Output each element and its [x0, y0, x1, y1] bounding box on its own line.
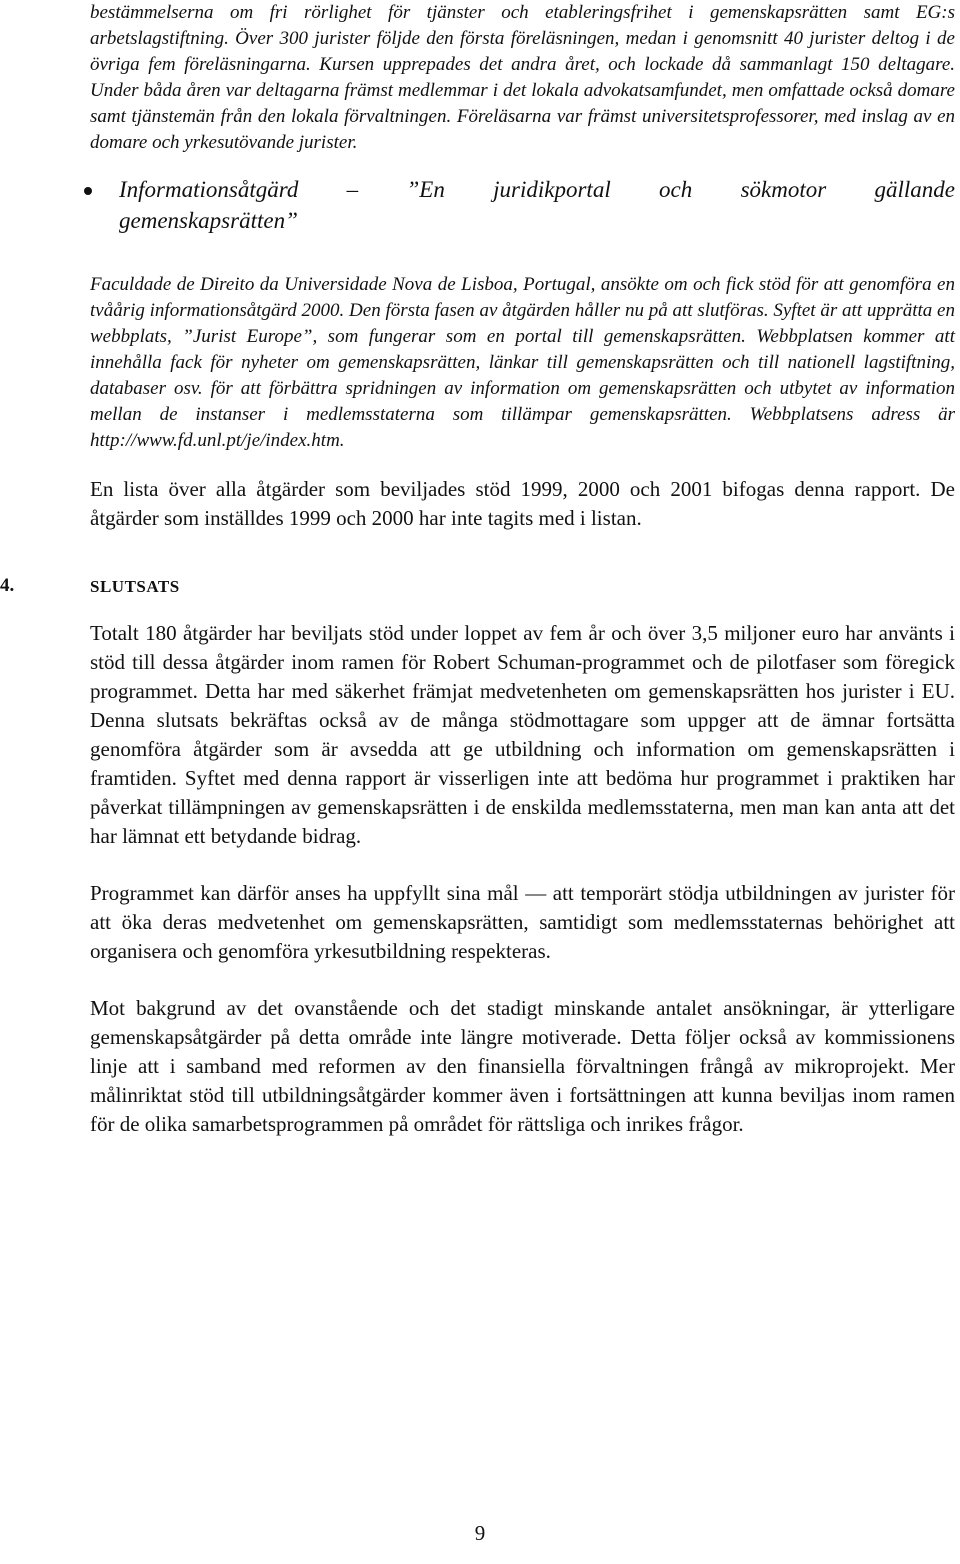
section-title: SLUTSATS — [90, 577, 180, 596]
section-heading — [0, 575, 955, 605]
bullet-heading-line1: Informationsåtgärd – ”En juridikportal och sökmotor gällande — [119, 177, 955, 202]
bullet-item — [90, 174, 955, 236]
info-paragraph: Faculdade de Direito da Universidade Nova de Lisboa, Portugal, ansökte om och fick stöd för att genomföra en tvåårig informationsåtgärd 2000. Den första fasen av åtgärden håller nu på att slutföras. Syftet är att upprätta en webbplats, ”Jurist Europe”, som fungerar som en portal till gemenskapsrätten. Webbplatsen kommer att innehålla fack för nyheter om gemenskapsrätten, länkar till gemenskapsrätten och till nationell lagstiftning, databaser osv. för att förbättra spridningen av information om gemenskapsrätten och utbytet av information mellan de instanser i medlemsstaterna som tillämpar gemenskapsrätten. Webbplatsens adress är http://www.fd.unl.pt/je/index.htm. — [90, 274, 955, 451]
bullet-heading-line2: gemenskapsrätten” — [119, 208, 298, 233]
conclusion-paragraph-1: Totalt 180 åtgärder har beviljats stöd under loppet av fem år och över 3,5 miljoner euro har använts i stöd till dessa åtgärder inom ramen för Robert Schuman-programmet och de pilotfaser som föregick programmet. Detta har med säkerhet främjat medvetenheten om gemenskapsrätten hos jurister i EU. Denna slutsats bekräftas också av de många stödmottagare som uppger att de ämnar fortsätta genomföra åtgärder som är avsedda att ge utbildning och information om gemenskapsrätten i framtiden. Syftet med denna rapport är visserligen inte att bedöma hur programmet i praktiken har påverkat tillämpningen av gemenskapsrätten i de enskilda medlemsstaterna, men man kan anta att det har lämnat ett betydande bidrag. — [90, 621, 955, 848]
page-number: 9 — [474, 1521, 486, 1545]
conclusion-paragraph-2: Programmet kan därför anses ha uppfyllt sina mål — att temporärt stödja utbildningen av jurister för att öka deras medvetenhet om gemenskapsrätten, samtidigt som medlemsstaternas behörighet att organisera och genomföra yrkesutbildning respekteras. — [90, 881, 955, 963]
list-paragraph: En lista över alla åtgärder som beviljades stöd 1999, 2000 och 2001 bifogas denna rapport. De åtgärder som inställdes 1999 och 2000 har inte tagits med i listan. — [90, 477, 955, 530]
intro-paragraph: bestämmelserna om fri rörlighet för tjänster och etableringsfrihet i gemenskapsrätten samt EG:s arbetslagstiftning. Över 300 jurister följde den första föreläsningen, medan i genomsnitt 40 jurister deltog i de övriga fem föreläsningarna. Kursen upprepades det andra året, och lockade då sammanlagt 150 deltagare. Under båda åren var deltagarna främst medlemmar i det lokala advokatsamfundet, men omfattade också domare samt tjänstemän från den lokala förvaltningen. Föreläsarna var främst universitetsprofessorer, med inslag av en domare och yrkesutövande jurister. — [90, 2, 955, 153]
conclusion-paragraph-3: Mot bakgrund av det ovanstående och det stadigt minskande antalet ansökningar, är ytterligare gemenskapsåtgärder på detta område inte längre motiverade. Detta följer också av kommissionens linje att i samband med reformen av den finansiella förvaltningen frångå av mikroprojekt. Mer målinriktat stöd till utbildningsåtgärder kommer även i fortsättningen att kunna beviljas inom ramen för de olika samarbetsprogrammen på området för rättsliga och inrikes frågor. — [90, 996, 955, 1136]
section-number: 4. — [0, 575, 15, 596]
bullet-dot-icon — [84, 187, 92, 195]
